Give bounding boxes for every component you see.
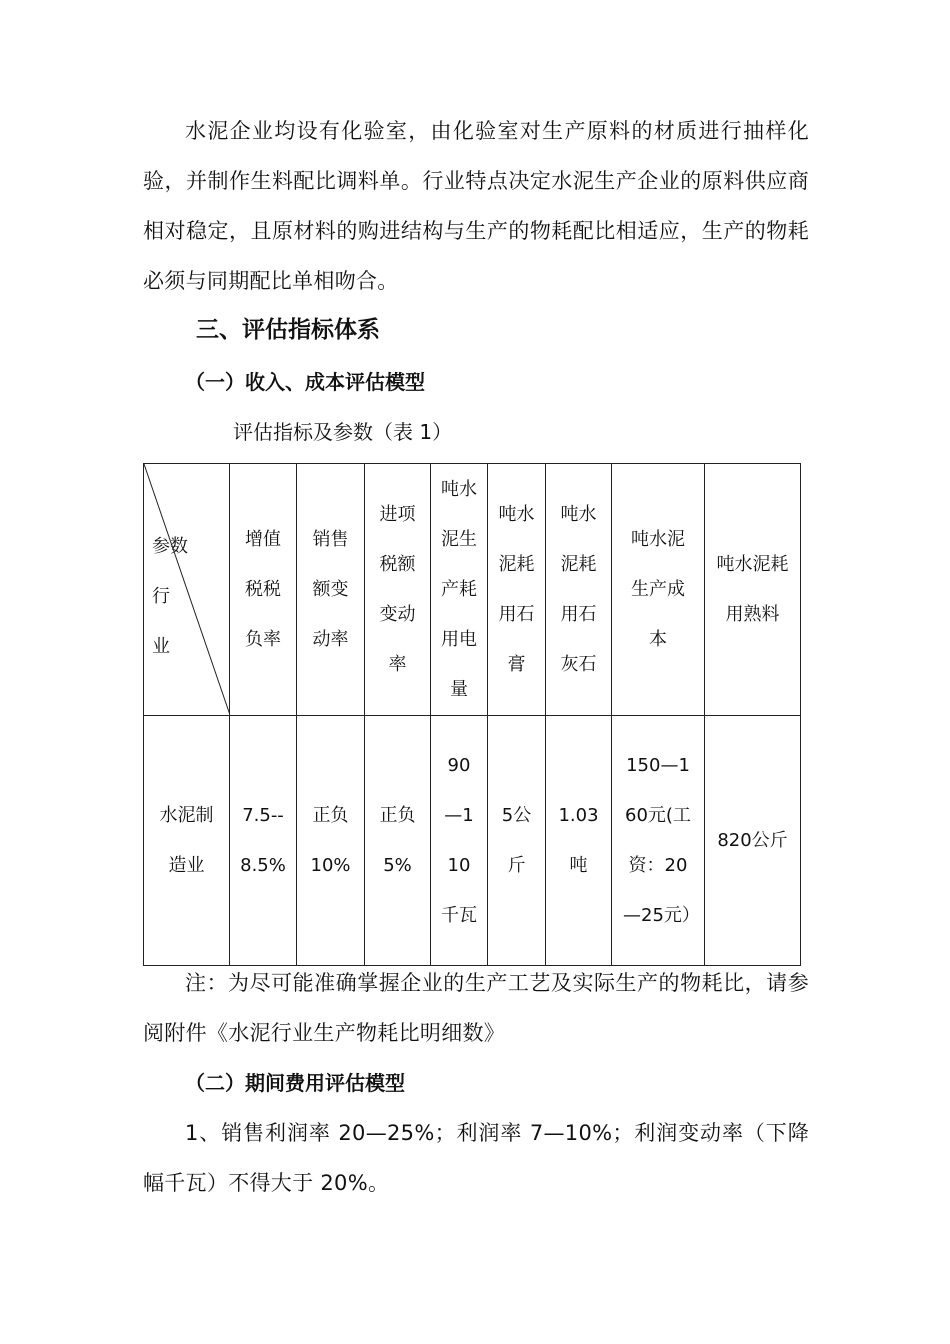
subsection-heading-income-cost: （一）收入、成本评估模型 — [185, 370, 425, 394]
header-sales-change: 销售额变动率 — [297, 464, 365, 716]
cell-sales-change: 正负10% — [297, 716, 365, 966]
header-input-tax-change: 进项税额变动率 — [365, 464, 431, 716]
header-production-cost: 吨水泥生产成本 — [612, 464, 705, 716]
corner-label-parameter: 参数 — [152, 536, 188, 557]
cell-vat-burden: 7.5--8.5% — [230, 716, 297, 966]
cell-input-tax-change: 正负5% — [365, 716, 431, 966]
item1-paragraph: 1、销售利润率 20—25%；利润率 7—10%；利润变动率（下降幅千瓦）不得大于 20%。 — [143, 1121, 809, 1195]
corner-label-industry-2: 业 — [152, 636, 170, 657]
intro-paragraph: 水泥企业均设有化验室，由化验室对生产原料的材质进行抽样化验，并制作生料配比调料单。行业特点决定水泥生产企业的原料供应商相对稳定，且原材料的购进结构与生产的物耗配比相适应，生产的物耗必须与同期配比单相吻合。 — [143, 119, 809, 293]
corner-label-industry-1: 行 — [152, 586, 170, 607]
cell-clinker: 820公斤 — [705, 716, 801, 966]
cell-limestone: 1.03吨 — [546, 716, 612, 966]
header-clinker: 吨水泥耗用熟料 — [705, 464, 801, 716]
table-caption: 评估指标及参数（表 1） — [233, 420, 453, 444]
note-paragraph: 注：为尽可能准确掌握企业的生产工艺及实际生产的物耗比，请参阅附件《水泥行业生产物耗比明细数》 — [143, 971, 809, 1045]
header-gypsum: 吨水泥耗用石膏 — [488, 464, 546, 716]
header-vat-burden: 增值税税负率 — [230, 464, 297, 716]
cell-production-cost: 150—160元(工资：20—25元） — [612, 716, 705, 966]
table-header-row — [144, 464, 801, 716]
header-limestone: 吨水泥耗用石灰石 — [546, 464, 612, 716]
cell-industry: 水泥制造业 — [144, 716, 230, 966]
header-electricity: 吨水泥生产耗用电量 — [431, 464, 488, 716]
section-heading: 三、评估指标体系 — [196, 317, 380, 343]
cell-gypsum: 5公斤 — [488, 716, 546, 966]
table-row — [144, 716, 801, 966]
cell-electricity: 90—110千瓦 — [431, 716, 488, 966]
indicator-table — [143, 463, 801, 966]
table-corner-cell — [144, 464, 230, 716]
subsection-heading-period-expenses: （二）期间费用评估模型 — [185, 1071, 405, 1095]
